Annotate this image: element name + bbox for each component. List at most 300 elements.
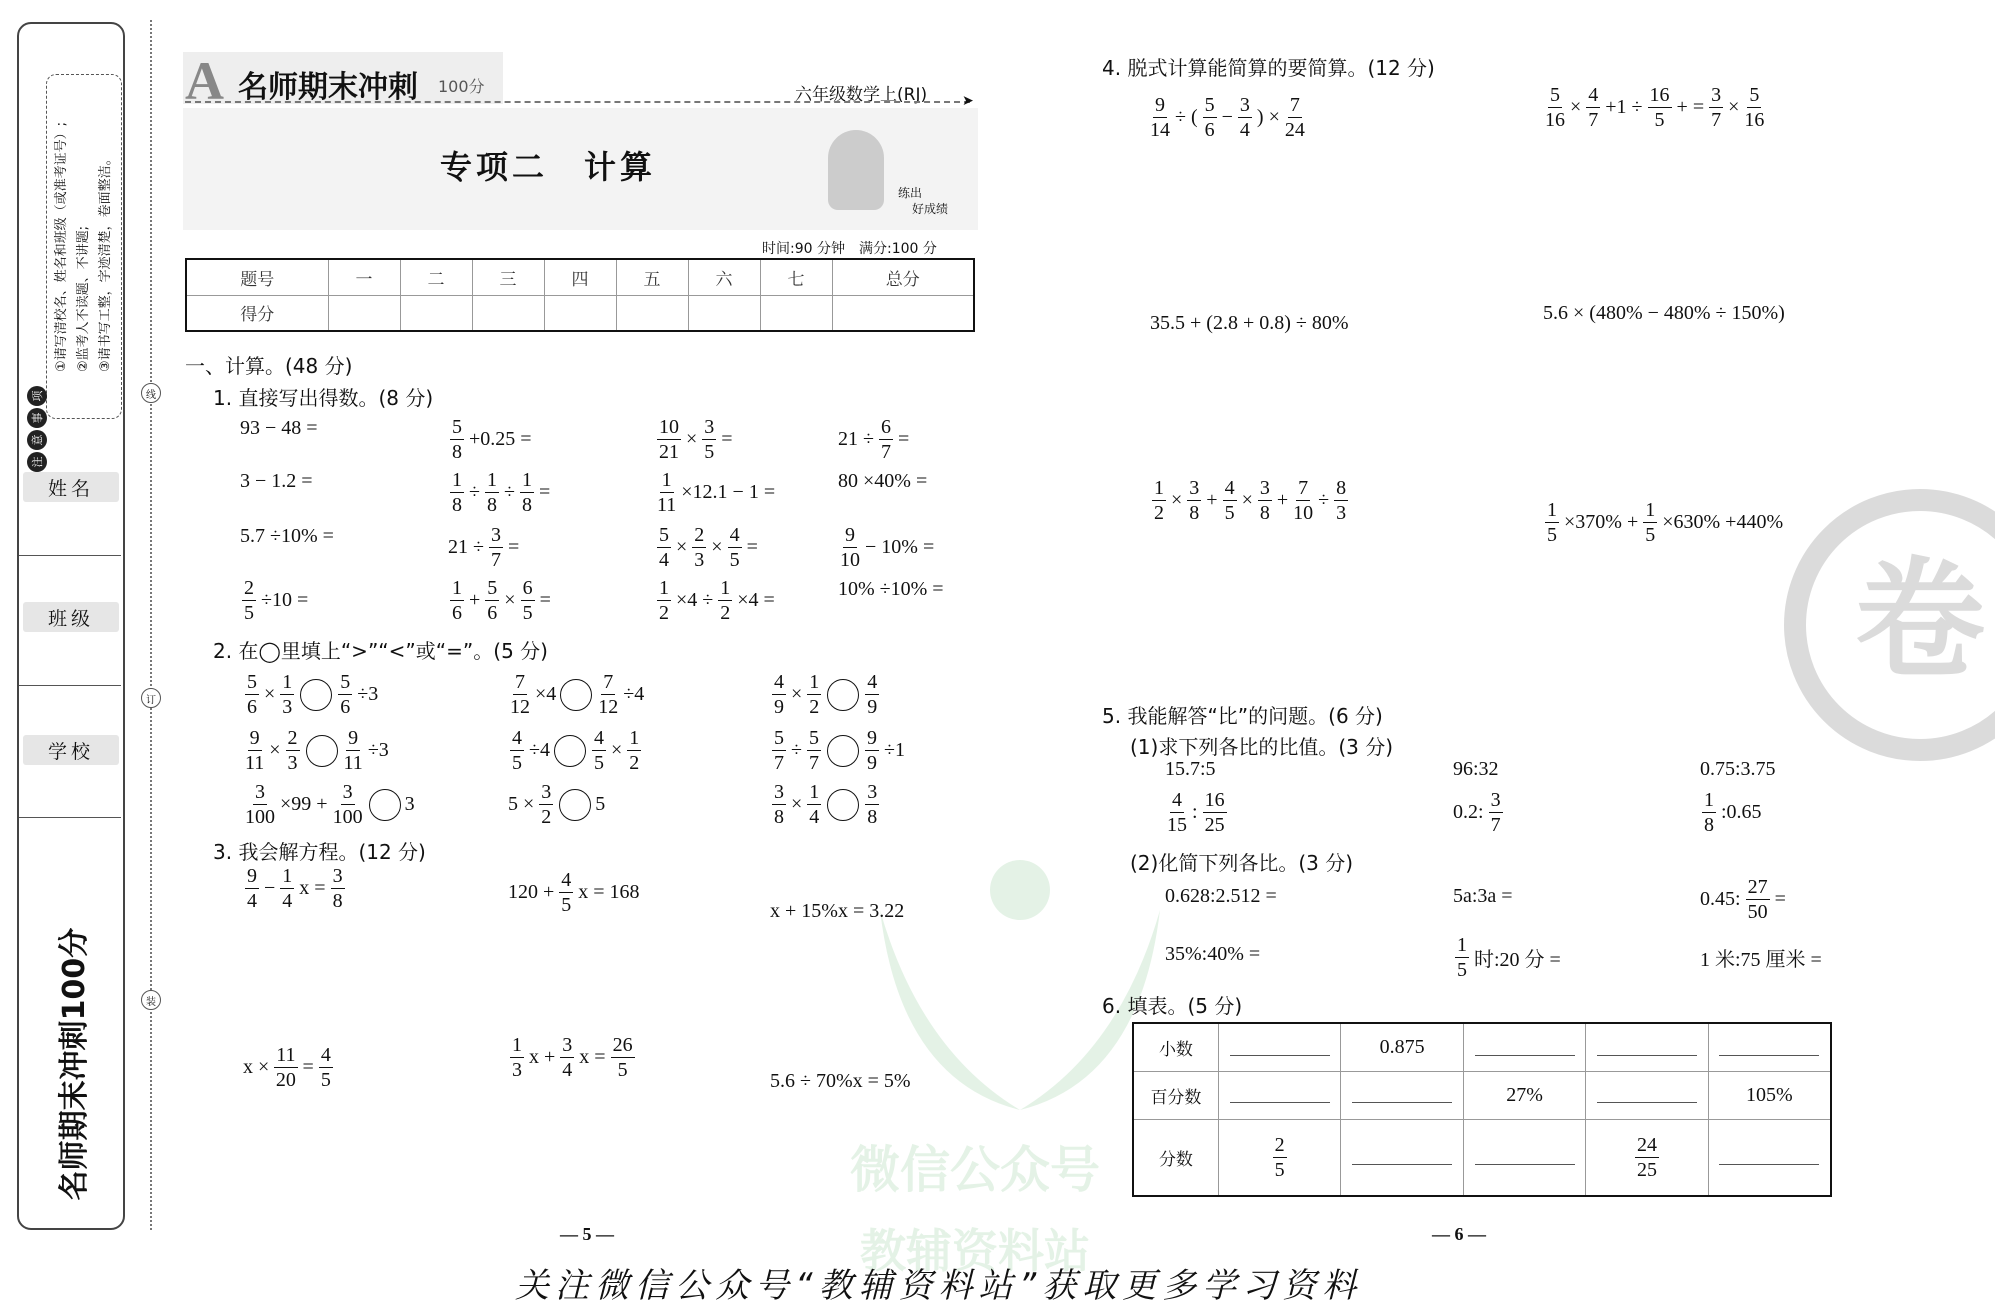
header-rule: [185, 101, 970, 103]
answer-blank[interactable]: [1230, 1034, 1330, 1056]
denominator: 3: [1336, 502, 1347, 524]
sidebar-logo: 名师期末冲刺100分: [57, 927, 92, 1201]
expr-text: 0.628:2.512 =: [1165, 885, 1277, 907]
badge-char: 意: [27, 430, 47, 450]
expr-text: =: [721, 428, 733, 450]
question-number: 七: [760, 259, 832, 295]
numerator: 5: [1204, 94, 1215, 116]
math-expression: [1700, 790, 1762, 835]
expr-text: ×4 ÷: [676, 589, 714, 611]
question-number: 二: [400, 259, 472, 295]
fraction: [1187, 478, 1201, 523]
fraction: [489, 525, 503, 570]
expr-text: x ×: [243, 1056, 270, 1078]
numerator: 5: [774, 727, 784, 749]
footer-banner: 关注微信公众号“教辅资料站”获取更多学习资料: [515, 1266, 1363, 1306]
page-number: — 5 —: [560, 1224, 614, 1244]
math-expression: [243, 1045, 335, 1090]
table-cell[interactable]: [1218, 1072, 1340, 1120]
table-cell[interactable]: [1463, 1119, 1585, 1196]
numerator: 3: [255, 781, 265, 803]
compare-circle-input[interactable]: [827, 679, 859, 711]
math-expression: [243, 782, 415, 827]
numerator: 7: [1298, 477, 1309, 499]
denominator: 5: [1645, 524, 1656, 546]
expr-text: ÷10 =: [261, 589, 309, 611]
denominator: 14: [1150, 119, 1170, 141]
denominator: 8: [1189, 502, 1200, 524]
math-expression: [1543, 302, 1785, 325]
denominator: 6: [340, 696, 351, 718]
math-expression: [770, 672, 881, 717]
table-cell[interactable]: [1463, 1023, 1585, 1072]
watermark-text: 微信公众号: [850, 1141, 1100, 1199]
expr-text: 5.6 ÷ 70%x = 5%: [770, 1070, 911, 1092]
denominator: 7: [490, 549, 501, 571]
denominator: 2: [659, 602, 669, 624]
expr-text: +: [1276, 489, 1289, 511]
answer-blank[interactable]: [1230, 1081, 1330, 1103]
stamp-watermark: [1770, 475, 1995, 775]
math-expression: [508, 672, 644, 717]
fraction: [611, 1035, 635, 1080]
math-expression: [1165, 885, 1277, 908]
answer-blank[interactable]: [1352, 1081, 1452, 1103]
table-cell[interactable]: [1341, 1119, 1463, 1196]
expr-text: ×: [610, 739, 623, 761]
expr-text: 21 ÷: [448, 536, 484, 558]
expr-text: ) ×: [1256, 106, 1280, 128]
answer-blank[interactable]: [1352, 1143, 1452, 1165]
subject-label: 六年级数学上(RJ): [795, 85, 928, 105]
denominator: 5: [1654, 109, 1665, 131]
table-row: [1133, 1119, 1831, 1196]
math-expression: [1165, 943, 1260, 966]
math-expression: [1700, 877, 1786, 922]
expr-text: =: [539, 589, 551, 611]
score-cell[interactable]: [760, 295, 832, 331]
logo-a-icon: A: [185, 51, 224, 111]
math-expression: [1700, 943, 1822, 972]
fraction: [718, 578, 732, 623]
denominator: 3: [287, 752, 298, 774]
math-expression: [243, 866, 347, 911]
answer-blank[interactable]: [1597, 1081, 1697, 1103]
numerator: 3: [562, 1034, 573, 1056]
expr-text: ×: [676, 536, 688, 558]
expr-text: ×: [269, 739, 281, 761]
denominator: 9: [866, 752, 877, 774]
expr-text: ÷: [1318, 489, 1330, 511]
math-expression: [1700, 758, 1776, 781]
fraction: [338, 672, 352, 717]
expr-text: 96:32: [1453, 758, 1499, 780]
denominator: 6: [247, 696, 257, 718]
expr-text: 10% ÷10% =: [838, 578, 944, 600]
fraction: [1489, 790, 1503, 835]
numerator: 10: [659, 416, 679, 438]
numerator: 1: [629, 727, 640, 749]
denominator: 6: [1204, 119, 1215, 141]
fraction: [1702, 790, 1716, 835]
fraction: [1545, 85, 1565, 130]
question-heading: 1. 直接写出得数。(8 分): [213, 386, 434, 410]
fraction: [286, 728, 300, 773]
fraction: [559, 870, 573, 915]
expr-text: ÷3: [367, 739, 389, 761]
numerator: 9: [249, 727, 260, 749]
fraction: [657, 578, 671, 623]
compare-circle-input[interactable]: [306, 735, 338, 767]
denominator: 2: [720, 602, 731, 624]
denominator: 9: [774, 696, 784, 718]
mascot-text: 练出: [898, 186, 923, 200]
compare-circle-input[interactable]: [559, 789, 591, 821]
fraction: [865, 728, 879, 773]
math-expression: [1150, 478, 1350, 523]
fill-table: [1132, 1022, 1832, 1197]
numerator: 3: [490, 524, 501, 546]
denominator: 5: [1274, 1158, 1285, 1181]
name-field[interactable]: 姓名: [23, 472, 119, 502]
fraction: [840, 525, 860, 570]
fraction: [539, 782, 553, 827]
denominator: 5: [522, 602, 533, 624]
answer-blank[interactable]: [1719, 1034, 1819, 1056]
expr-text: ÷: [469, 481, 480, 503]
compare-circle-input[interactable]: [554, 735, 586, 767]
fraction: [592, 728, 606, 773]
expr-text: ÷3: [357, 683, 379, 705]
expr-text: ×99 +: [280, 793, 328, 815]
expr-text: =: [897, 428, 910, 450]
answer-blank[interactable]: [1475, 1143, 1575, 1165]
question-number: 四: [544, 259, 616, 295]
denominator: 6: [487, 602, 498, 624]
math-expression: [1453, 885, 1513, 908]
divider: [19, 555, 121, 556]
denominator: 3: [512, 1059, 522, 1081]
expr-text: =: [507, 536, 520, 558]
cut-mark: 装: [141, 990, 161, 1010]
numerator: 2: [244, 577, 254, 599]
numerator: 4: [867, 671, 878, 693]
numerator: 4: [1224, 477, 1235, 499]
badge-char: 事: [27, 408, 47, 428]
expr-text: ×: [791, 793, 803, 815]
table-cell[interactable]: [1586, 1072, 1708, 1120]
numerator: 1: [659, 577, 669, 599]
expr-text: ×4: [535, 683, 557, 705]
denominator: 100: [332, 806, 363, 828]
notice-line: ①请写清校名、姓名和班级（或准考证号）;: [54, 121, 69, 372]
expr-text: x + 15%x = 3.22: [770, 900, 905, 922]
math-expression: [838, 470, 927, 493]
denominator: 8: [1704, 814, 1714, 836]
notice-box: [46, 74, 122, 419]
expr-text: 80 ×40% =: [838, 470, 928, 492]
table-cell: 105%: [1708, 1072, 1831, 1120]
math-expression: [770, 728, 905, 773]
question-number: 六: [688, 259, 760, 295]
numerator: 5: [452, 416, 462, 438]
expr-text: ×4 =: [737, 589, 775, 611]
numerator: 1: [1547, 499, 1557, 521]
expr-text: 35%:40% =: [1165, 943, 1261, 965]
table-cell[interactable]: [1708, 1119, 1831, 1196]
numerator: 1: [1457, 934, 1467, 956]
table-cell: 27%: [1463, 1072, 1585, 1120]
expr-text: ×370% +: [1564, 511, 1639, 533]
math-expression: [1165, 790, 1229, 835]
table-cell[interactable]: [1341, 1072, 1463, 1120]
numerator: 1: [1704, 789, 1714, 811]
compare-circle-input[interactable]: [369, 789, 401, 821]
row-label: 分数: [1133, 1119, 1218, 1196]
numerator: 8: [1336, 477, 1347, 499]
score-cell[interactable]: [328, 295, 400, 331]
expr-text: − 10% =: [865, 536, 935, 558]
question-number: 总分: [832, 259, 974, 295]
denominator: 2: [809, 696, 820, 718]
numerator: 6: [522, 577, 533, 599]
expr-text: ×: [791, 683, 803, 705]
fraction: [1545, 500, 1559, 545]
numerator: 5: [659, 524, 669, 546]
math-expression: [655, 525, 758, 570]
math-expression: [1543, 500, 1783, 545]
math-expression: [448, 525, 519, 570]
cut-line: [150, 20, 152, 1230]
expr-text: ×630% +440%: [1662, 511, 1784, 533]
expr-text: 120 +: [508, 881, 555, 903]
fraction: [702, 417, 716, 462]
numerator: 5: [808, 727, 819, 749]
fraction: [807, 728, 821, 773]
numerator: 5: [340, 671, 351, 693]
denominator: 5: [617, 1059, 628, 1081]
numerator: 9: [866, 727, 877, 749]
page-number: — 6 —: [1432, 1224, 1486, 1244]
math-expression: [243, 728, 389, 773]
expr-text: ×: [686, 428, 698, 450]
school-field[interactable]: 学校: [23, 735, 119, 765]
expr-text: ×: [1570, 96, 1582, 118]
question-heading: 4. 脱式计算能简算的要简算。(12 分): [1102, 56, 1435, 80]
fraction: [1455, 935, 1469, 980]
numerator: 5: [1550, 84, 1560, 106]
math-expression: [770, 900, 904, 923]
denominator: 4: [562, 1059, 573, 1081]
expr-text: ×: [1171, 489, 1183, 511]
denominator: 8: [1259, 502, 1270, 524]
denominator: 11: [657, 494, 677, 516]
math-expression: [448, 417, 532, 462]
question-number: 三: [472, 259, 544, 295]
fraction: [245, 866, 259, 911]
numerator: 4: [774, 671, 784, 693]
page-title: 专项二 计算: [440, 148, 657, 186]
logo-score: 100分: [438, 77, 485, 96]
denominator: 11: [245, 752, 265, 774]
score-cell[interactable]: [400, 295, 472, 331]
numerator: 5: [1749, 84, 1760, 106]
numerator: 2: [1274, 1133, 1285, 1156]
expr-text: 时:20 分 =: [1474, 949, 1561, 971]
expr-text: ×: [264, 683, 276, 705]
fraction: [1586, 85, 1600, 130]
expr-text: ×: [504, 589, 516, 611]
mascot-icon: [828, 130, 884, 210]
expr-text: ÷ (: [1175, 106, 1198, 128]
notice-line: ③请书写工整，字迹清楚，卷面整洁。: [98, 151, 113, 372]
numerator: 7: [515, 671, 525, 693]
math-expression: [448, 470, 550, 515]
expr-text: =: [538, 481, 551, 503]
table-cell[interactable]: [1218, 1023, 1340, 1072]
expr-text: +: [469, 589, 481, 611]
score-cell[interactable]: [544, 295, 616, 331]
denominator: 7: [880, 441, 891, 463]
fraction: [521, 578, 535, 623]
row-label: 百分数: [1133, 1072, 1218, 1120]
denominator: 25: [1637, 1158, 1658, 1181]
numerator: 9: [845, 524, 855, 546]
badge-char: 注: [27, 452, 47, 472]
score-table: [185, 258, 975, 332]
compare-circle-input[interactable]: [560, 679, 592, 711]
math-expression: [770, 1070, 911, 1093]
numerator: 24: [1637, 1133, 1658, 1156]
expr-text: 5 ×: [508, 793, 535, 815]
fraction: [510, 728, 524, 773]
score-cell[interactable]: [832, 295, 974, 331]
numerator: 1: [282, 865, 293, 887]
math-expression: [1148, 95, 1307, 140]
numerator: 16: [1204, 789, 1225, 811]
fraction: [657, 417, 681, 462]
score-cell[interactable]: [472, 295, 544, 331]
compare-circle-input[interactable]: [827, 789, 859, 821]
expr-text: x =: [299, 877, 326, 899]
table-cell: [1218, 1119, 1340, 1196]
math-expression: [243, 672, 378, 717]
fraction: [333, 782, 363, 827]
fraction: [245, 782, 275, 827]
numerator: 3: [774, 781, 784, 803]
denominator: 4: [809, 806, 820, 828]
expr-text: 15.7:5: [1165, 758, 1216, 780]
math-expression: [508, 782, 605, 827]
expr-text: 0.75:3.75: [1700, 758, 1776, 780]
expr-text: 21 ÷: [838, 428, 874, 450]
fraction: [657, 470, 676, 515]
fraction: [1285, 95, 1305, 140]
fraction: [1643, 500, 1657, 545]
answer-blank[interactable]: [1719, 1143, 1819, 1165]
table-cell[interactable]: [1708, 1023, 1831, 1072]
score-cell[interactable]: [616, 295, 688, 331]
numerator: 4: [512, 727, 522, 749]
fraction: [598, 672, 618, 717]
fraction: [485, 578, 499, 623]
class-field[interactable]: 班级: [23, 602, 119, 632]
answer-blank[interactable]: [1597, 1034, 1697, 1056]
fraction: [692, 525, 706, 570]
fraction: [280, 672, 294, 717]
numerator: 11: [276, 1044, 296, 1066]
compare-circle-input[interactable]: [300, 679, 332, 711]
numerator: 4: [1172, 789, 1182, 811]
denominator: 10: [840, 549, 860, 571]
table-row: [1133, 1072, 1831, 1120]
expr-text: 5.7 ÷10% =: [240, 525, 334, 547]
numerator: 1: [452, 469, 462, 491]
question-number: 一: [328, 259, 400, 295]
fraction: [1223, 478, 1237, 523]
denominator: 8: [332, 890, 343, 912]
fraction: [879, 417, 893, 462]
expr-text: =: [1774, 888, 1786, 910]
denominator: 5: [244, 602, 254, 624]
compare-circle-input[interactable]: [827, 735, 859, 767]
denominator: 5: [561, 894, 572, 916]
fraction: [560, 1035, 574, 1080]
fraction: [485, 470, 499, 515]
numerator: 3: [1259, 477, 1270, 499]
denominator: 5: [1547, 524, 1557, 546]
denominator: 8: [452, 441, 462, 463]
question-heading: 6. 填表。(5 分): [1102, 994, 1243, 1018]
denominator: 2: [629, 752, 640, 774]
denominator: 15: [1167, 814, 1187, 836]
notice-line: ②监考人不读题、不讲题;: [76, 225, 91, 372]
divider: [19, 685, 121, 686]
fraction: [772, 782, 786, 827]
fraction: [865, 782, 879, 827]
fraction: [450, 417, 464, 462]
expr-text: 93 − 48 =: [240, 417, 318, 439]
mascot-text: 好成绩: [912, 202, 949, 216]
expr-text: ×: [1728, 96, 1740, 118]
expr-text: :: [1192, 801, 1198, 823]
numerator: 3: [867, 781, 878, 803]
binding-sidebar: [17, 22, 125, 1230]
score-cell[interactable]: [688, 295, 760, 331]
numerator: 16: [1649, 84, 1670, 106]
divider: [19, 817, 121, 818]
denominator: 6: [452, 602, 462, 624]
math-expression: [838, 417, 909, 462]
denominator: 8: [867, 806, 878, 828]
expr-text: ÷1: [883, 739, 905, 761]
numerator: 9: [247, 865, 257, 887]
question-number: 五: [616, 259, 688, 295]
answer-blank[interactable]: [1475, 1034, 1575, 1056]
fraction: [1744, 85, 1764, 130]
numerator: 4: [593, 727, 604, 749]
numerator: 7: [1289, 94, 1300, 116]
fraction: [1273, 1135, 1287, 1180]
table-cell[interactable]: [1586, 1023, 1708, 1072]
denominator: 2: [541, 806, 552, 828]
math-expression: [240, 417, 318, 440]
denominator: 100: [245, 806, 275, 828]
question-heading: 5. 我能解答“比”的问题。(6 分): [1102, 704, 1383, 728]
math-expression: [508, 1035, 637, 1080]
math-expression: [1453, 758, 1499, 781]
denominator: 4: [282, 890, 293, 912]
